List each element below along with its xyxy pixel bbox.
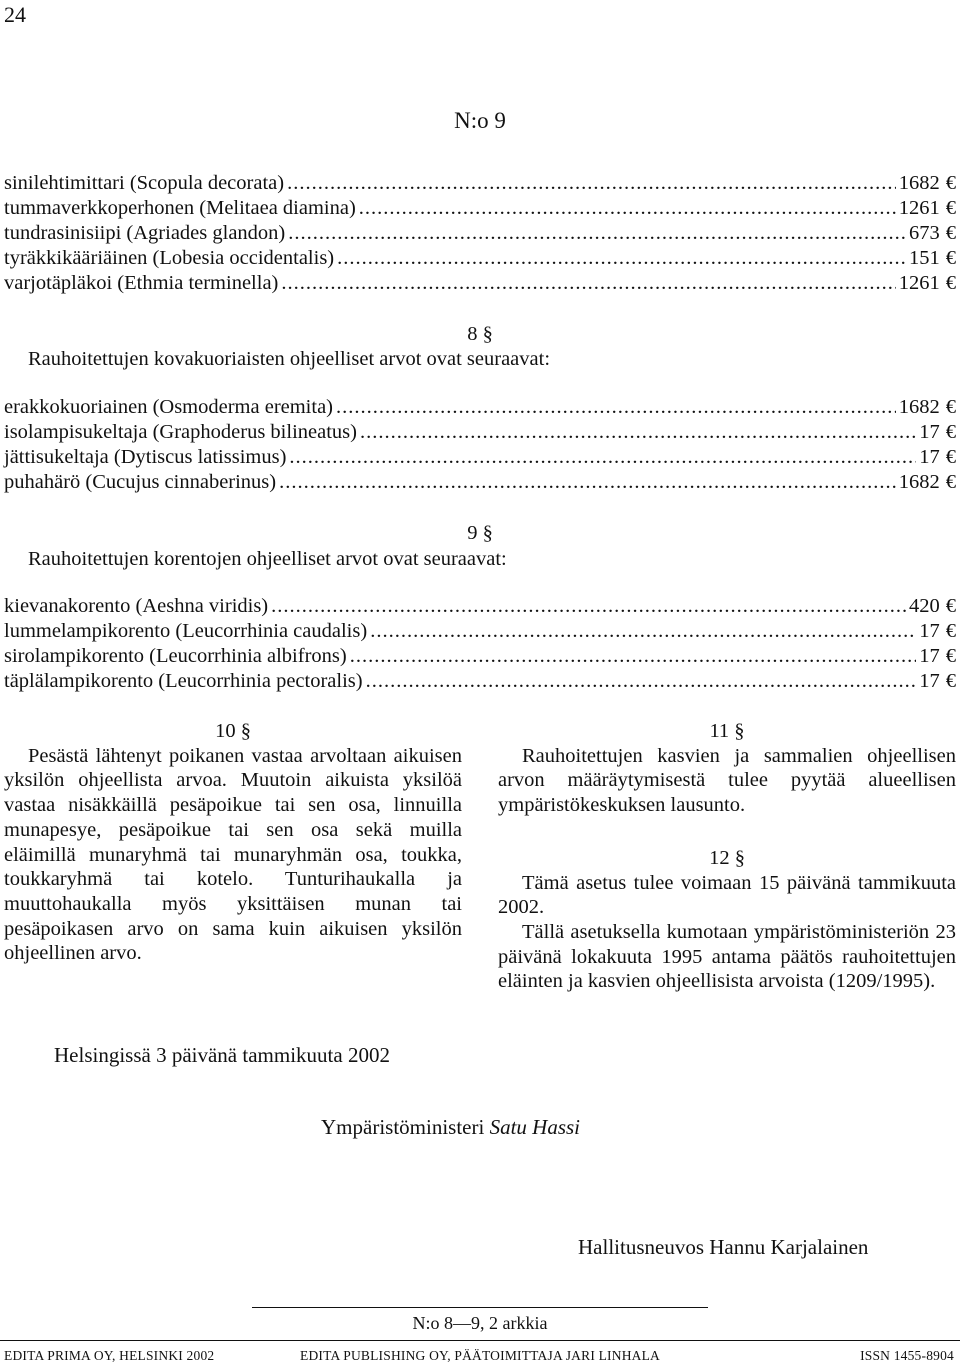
species-value: 420 [909, 595, 940, 617]
species-value: 17 [919, 421, 940, 443]
species-name: täplälampikorento (Leucorrhinia pectoralis) [4, 670, 363, 692]
section-10-heading: 10 § [215, 720, 251, 742]
species-value: 1682 [898, 396, 940, 418]
section-11-heading: 11 § [709, 720, 745, 742]
euro-sign: € [945, 471, 956, 493]
species-name: sirolampikorento (Leucorrhinia albifrons) [4, 645, 347, 667]
section-11-12 [498, 719, 956, 994]
footer-issn: ISSN 1455-8904 [860, 1348, 954, 1363]
species-value: 1261 [898, 197, 940, 219]
euro-sign: € [945, 247, 956, 269]
species-name: erakkokuoriainen (Osmoderma eremita) [4, 396, 334, 418]
page-number: 24 [4, 2, 26, 27]
footer-bottom-divider [0, 1340, 960, 1341]
section-12-heading: 12 § [709, 846, 745, 869]
dot-leader [271, 595, 906, 618]
euro-sign: € [945, 222, 956, 244]
document-number: N:o 9 [454, 108, 506, 133]
section-8-intro: Rauhoitettujen kovakuoriaisten ohjeelliset arvot ovat seuraavat: [28, 348, 551, 370]
dot-leader [360, 421, 916, 444]
species-name: tundrasinisiipi (Agriades glandon) [4, 222, 286, 244]
list-item [4, 197, 956, 222]
section-9-intro: Rauhoitettujen korentojen ohjeelliset arvot ovat seuraavat: [28, 548, 507, 570]
footer-divider [252, 1307, 708, 1308]
species-value: 673 [909, 222, 940, 244]
dragonfly-price-list [4, 595, 956, 695]
species-name: varjotäpläkoi (Ethmia terminella) [4, 272, 279, 294]
dot-leader [287, 172, 896, 195]
minister-name: Satu Hassi [489, 1115, 581, 1139]
footer-printer: EDITA PRIMA OY, HELSINKI 2002 [4, 1348, 215, 1363]
euro-sign: € [945, 595, 956, 617]
section-12-text-entry-into-force: Tämä asetus tulee voimaan 15 päivänä tammikuuta 2002. [498, 871, 956, 919]
list-item [4, 471, 956, 496]
dot-leader [337, 247, 906, 270]
list-item [4, 645, 956, 670]
section-8-heading: 8 § [467, 323, 493, 345]
minister-signature [321, 1115, 580, 1140]
species-value: 17 [919, 446, 940, 468]
euro-sign: € [945, 172, 956, 194]
footer-publisher: EDITA PUBLISHING OY, PÄÄTOIMITTAJA JARI LINHALA [300, 1348, 660, 1363]
euro-sign: € [945, 272, 956, 294]
section-11-text: Rauhoitettujen kasvien ja sammalien ohjeellisen arvon määräytymisestä tulee pyytää alueellisen ympäristökeskuksen lausunto. [498, 744, 956, 817]
butterfly-price-list [4, 172, 956, 297]
list-item [4, 421, 956, 446]
euro-sign: € [945, 670, 956, 692]
dot-leader [370, 620, 916, 643]
euro-sign: € [945, 645, 956, 667]
euro-sign: € [945, 197, 956, 219]
species-name: isolampisukeltaja (Graphoderus bilineatus) [4, 421, 357, 443]
species-name: lummelampikorento (Leucorrhinia caudalis) [4, 620, 368, 642]
list-item [4, 446, 956, 471]
list-item [4, 396, 956, 421]
species-name: tummaverkkoperhonen (Melitaea diamina) [4, 197, 356, 219]
dot-leader [281, 272, 895, 295]
species-name: sinilehtimittari (Scopula decorata) [4, 172, 285, 194]
list-item [4, 247, 956, 272]
footer-issue-info: N:o 8—9, 2 arkkia [412, 1313, 548, 1333]
species-value: 1682 [898, 172, 940, 194]
counsellor-signature: Hallitusneuvos Hannu Karjalainen [578, 1235, 869, 1259]
section-10 [4, 719, 462, 966]
list-item [4, 670, 956, 695]
dot-leader [289, 446, 916, 469]
euro-sign: € [945, 446, 956, 468]
species-name: kievanakorento (Aeshna viridis) [4, 595, 269, 617]
species-value: 1261 [898, 272, 940, 294]
species-value: 17 [919, 670, 940, 692]
section-9-heading: 9 § [467, 522, 493, 544]
dot-leader [350, 645, 917, 668]
list-item [4, 272, 956, 297]
minister-title: Ympäristöministeri [321, 1115, 485, 1139]
species-name: puhahärö (Cucujus cinnaberinus) [4, 471, 277, 493]
list-item [4, 595, 956, 620]
list-item [4, 222, 956, 247]
list-item [4, 172, 956, 197]
dot-leader [288, 222, 906, 245]
spacer [498, 818, 956, 846]
dot-leader [366, 670, 917, 693]
species-value: 17 [919, 620, 940, 642]
species-name: tyräkkikääriäinen (Lobesia occidentalis) [4, 247, 335, 269]
euro-sign: € [945, 620, 956, 642]
dot-leader [359, 197, 896, 220]
section-10-text: Pesästä lähtenyt poikanen vastaa arvoltaan aikuisen yksilön ohjeellista arvoa. Muutoin aikuista yksilöä vastaa nisäkkäillä pesäpoikue tai sen osa, linnuilla munapesye, pesäpoikue tai sen osa sekä muilla eläimillä munaryhmä tai munaryhmän osa, toukka, toukkaryhmä tai kotelo. Tunturihaukalla ja muuttohaukalla myös yksittäisen munan tai pesäpoikasen arvo on sama kuin aikuisen yksilön ohjeellinen arvo. [4, 744, 462, 965]
dot-leader [336, 396, 896, 419]
species-value: 151 [909, 247, 940, 269]
euro-sign: € [945, 396, 956, 418]
dot-leader [279, 471, 896, 494]
species-name: jättisukeltaja (Dytiscus latissimus) [4, 446, 287, 468]
euro-sign: € [945, 421, 956, 443]
list-item [4, 620, 956, 645]
beetle-price-list [4, 396, 956, 496]
species-value: 1682 [898, 471, 940, 493]
place-and-date: Helsingissä 3 päivänä tammikuuta 2002 [54, 1043, 390, 1067]
species-value: 17 [919, 645, 940, 667]
section-12-text-repeal: Tällä asetuksella kumotaan ympäristöministeriön 23 päivänä lokakuuta 1995 antama päätös rauhoitettujen eläinten ja kasvien ohjeellisista arvoista (1209/1995). [498, 920, 956, 993]
